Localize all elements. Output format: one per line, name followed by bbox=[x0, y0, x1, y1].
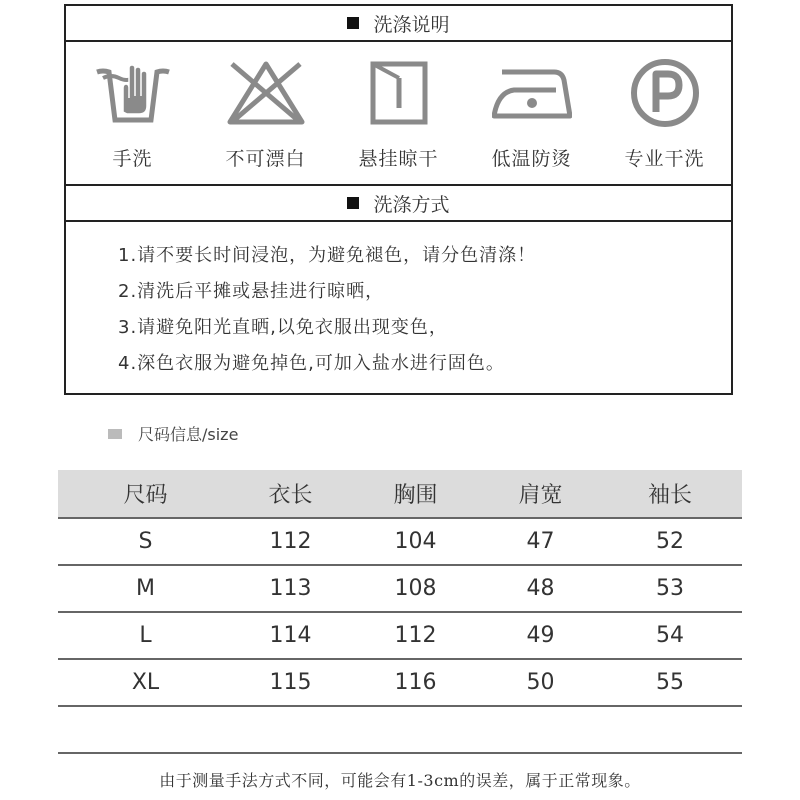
washing-method-list bbox=[58, 238, 790, 382]
table-cell-empty bbox=[483, 706, 598, 753]
table-row-empty bbox=[58, 706, 742, 753]
table-row bbox=[58, 659, 742, 706]
hand-wash-icon bbox=[93, 58, 173, 128]
care-icons-row bbox=[66, 42, 731, 184]
table-row bbox=[58, 612, 742, 659]
column-header: 尺码 bbox=[58, 470, 233, 518]
column-header: 胸围 bbox=[348, 470, 483, 518]
table-cell: M bbox=[58, 565, 233, 612]
table-cell-empty bbox=[58, 706, 233, 753]
dry-clean-p-icon bbox=[625, 58, 705, 128]
square-bullet-icon bbox=[108, 429, 122, 439]
no-bleach-icon bbox=[226, 58, 306, 128]
care-item-dry-clean bbox=[598, 42, 731, 184]
table-cell: S bbox=[58, 518, 233, 565]
method-header-label: 洗涤方式 bbox=[373, 193, 450, 216]
size-table bbox=[58, 470, 742, 754]
low-iron-icon bbox=[492, 58, 572, 128]
table-cell: XL bbox=[58, 659, 233, 706]
table-cell: 113 bbox=[233, 565, 348, 612]
care-item-hang-dry bbox=[332, 42, 465, 184]
table-cell: 108 bbox=[348, 565, 483, 612]
table-cell-empty bbox=[233, 706, 348, 753]
care-label-hang-dry: 悬挂晾干 bbox=[358, 148, 439, 170]
care-label-hand-wash: 手洗 bbox=[112, 148, 153, 170]
table-cell: 53 bbox=[598, 565, 742, 612]
method-line: 2.清洗后平摊或悬挂进行晾晒， bbox=[118, 281, 385, 302]
care-header-label: 洗涤说明 bbox=[373, 13, 450, 36]
column-header: 袖长 bbox=[598, 470, 742, 518]
size-section-title bbox=[108, 422, 238, 445]
table-header-row bbox=[58, 470, 742, 518]
size-title-label: 尺码信息/size bbox=[138, 425, 239, 444]
table-cell: 115 bbox=[233, 659, 348, 706]
care-label-low-iron: 低温防烫 bbox=[491, 148, 572, 170]
care-header bbox=[66, 6, 731, 40]
method-header bbox=[66, 186, 731, 220]
table-cell: 112 bbox=[348, 612, 483, 659]
care-label-no-bleach: 不可漂白 bbox=[225, 148, 306, 170]
square-bullet-icon bbox=[347, 17, 359, 29]
table-cell: 54 bbox=[598, 612, 742, 659]
table-cell: L bbox=[58, 612, 233, 659]
method-line: 4.深色衣服为避免掉色,可加入盐水进行固色。 bbox=[118, 353, 505, 374]
square-bullet-icon bbox=[347, 197, 359, 209]
column-header: 衣长 bbox=[233, 470, 348, 518]
column-header: 肩宽 bbox=[483, 470, 598, 518]
table-row bbox=[58, 565, 742, 612]
hang-dry-icon bbox=[359, 58, 439, 128]
care-item-low-iron bbox=[465, 42, 598, 184]
care-item-no-bleach bbox=[199, 42, 332, 184]
table-cell: 50 bbox=[483, 659, 598, 706]
table-cell: 116 bbox=[348, 659, 483, 706]
table-cell: 52 bbox=[598, 518, 742, 565]
table-cell: 55 bbox=[598, 659, 742, 706]
table-row bbox=[58, 518, 742, 565]
table-cell: 47 bbox=[483, 518, 598, 565]
table-cell-empty bbox=[348, 706, 483, 753]
method-line: 1.请不要长时间浸泡，为避免褪色，请分色清涤！ bbox=[118, 245, 537, 266]
table-cell: 114 bbox=[233, 612, 348, 659]
method-line: 3.请避免阳光直晒,以免衣服出现变色， bbox=[118, 317, 448, 338]
table-cell: 48 bbox=[483, 565, 598, 612]
measurement-note: 由于测量手法方式不同，可能会有1-3cm的误差，属于正常现象。 bbox=[159, 771, 641, 790]
table-cell: 104 bbox=[348, 518, 483, 565]
care-item-hand-wash bbox=[66, 42, 199, 184]
table-cell: 49 bbox=[483, 612, 598, 659]
care-label-dry-clean: 专业干洗 bbox=[624, 148, 705, 170]
table-cell-empty bbox=[598, 706, 742, 753]
table-cell: 112 bbox=[233, 518, 348, 565]
divider bbox=[66, 220, 731, 222]
